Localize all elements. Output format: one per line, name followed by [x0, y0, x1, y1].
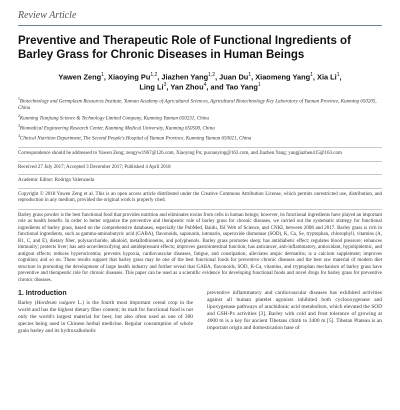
- author-affil-sup: 4: [203, 82, 207, 89]
- publication-dates: Received 27 July 2017; Accepted 3 December 2017; Published 4 April 2018: [18, 164, 171, 170]
- author-affil-sup: 1: [248, 72, 252, 78]
- author-name[interactable]: Yan Zhou: [170, 82, 204, 92]
- author-affil-sup: 1,2: [150, 72, 158, 78]
- body-paragraph: [18, 300, 193, 335]
- divider: [18, 174, 382, 175]
- author-name[interactable]: Yawen Zeng: [58, 72, 102, 82]
- author-name[interactable]: Xiaoying Pu: [108, 72, 151, 82]
- author-name[interactable]: Ling Li: [139, 82, 164, 92]
- affiliation-item: [18, 113, 382, 123]
- abstract: Barley grass powder is the best functional food that provides nutrition and eliminates toxins from cells in human beings; however, its functional ingredients have played an important role as health benefit. In order to better organize the preventive and therapeutic role of barley grass for chronic diseases, we carried out the systematic strategy for functional ingredients of barley grass, based on the comprehensive databases, especially the PubMed, Baidu, ISI Web of Science, and CNKI, between 2008 and 2017. Barley grass is rich in functional ingredients, such as gamma-aminobutyric acid (GABA), flavonoids, saponarin, lutonarin, superoxide dismutase (SOD), K, Ca, Se, tryptophan, chlorophyll, vitamins (A, B1, C, and E), dietary fiber, polysaccharide, alkaloid, metallothioneins, and polyphenols. Barley grass promotes sleep; has antidiabetic effect; regulates blood pressure; enhances immunity; protects liver; has anti-acne/detoxifying and antidepressant effects; improves gastrointestinal function; has anticancer, anti-inflammatory, antioxidant, hypolipidemic, and antigout effects; reduces hyperuricemia; prevents hypoxia, cardiovascular diseases, fatigue, and constipation; alleviates atopic dermatitis; is a calcium supplement; improves cognition; and so on. These results support that barley grass may be one of the best functional foods for preventive chronic diseases and the best raw material of modern diet structure in promoting the development of large health industry and further reveal that GABA, flavonoids, SOD, K-Ca, vitamins, and tryptophan mechanism of barley grass have preventive and therapeutic role for chronic diseases. This paper can be used as a scientific evidence for developing functional foods and novel drugs for barley grass for preventive chronic diseases.: [18, 212, 382, 283]
- copyright-notice: Copyright © 2018 Yawen Zeng et al. This is an open access article distributed under the Creative Commons Attribution License, which permits unrestricted use, distribution, and reproduction in any medium, provided the original work is properly cited.: [18, 191, 382, 204]
- author-separator: ,: [312, 72, 318, 82]
- author-affil-sup: 3: [163, 82, 167, 89]
- author-separator: ,: [103, 72, 109, 82]
- affiliation-item: [18, 96, 382, 113]
- author-name[interactable]: Xia Li: [317, 72, 337, 82]
- article-page: [0, 10, 400, 410]
- author-affil-sup: 1: [101, 72, 104, 78]
- species-name: Hordeum vulgare: [36, 300, 76, 307]
- divider: [18, 147, 382, 148]
- body-column-left: [18, 290, 193, 335]
- divider: [18, 188, 382, 189]
- article-title: Preventive and Therapeutic Role of Functional Ingredients of Barley Grass for Chronic Diseases in Human Beings: [18, 35, 351, 61]
- body-column-right: [207, 290, 382, 335]
- affiliation-item: [18, 133, 382, 143]
- author-separator: , and: [206, 82, 226, 92]
- affiliation-sup: 1: [18, 96, 20, 101]
- body-columns: [18, 290, 382, 335]
- divider: [18, 161, 382, 162]
- divider: [18, 209, 382, 210]
- author-affil-sup: 1: [336, 72, 340, 78]
- affiliation-sup: 4: [18, 133, 20, 138]
- affiliation-sup: 3: [18, 123, 20, 128]
- section-heading: 1. Introduction: [18, 290, 67, 298]
- author-affil-sup: 1: [310, 72, 313, 78]
- body-paragraph: preventive inflammatory and cardiovascular diseases has exhibited activities against all human platelet agonists inhibited both cyclooxygenase and lipoxygenase pathways of arachidonic acid metabolism, which elevated the SOD and GSH-Px activities [3]. Barley with cold and frost tolerance of growing at 4000 m is a key for ancient Tibetans climb to 3400 m [5]. Tibetan Plateau is an important origin and domestication base of: [207, 290, 382, 332]
- author-name[interactable]: Jiazhen Yang: [161, 72, 209, 82]
- affiliation-sup: 2: [18, 113, 20, 118]
- affiliations: [18, 96, 382, 143]
- author-separator: ,: [251, 72, 256, 82]
- author-name[interactable]: Tao Yang: [225, 82, 258, 92]
- author-separator: ,: [339, 72, 342, 82]
- affiliation-text: Biotechnology and Germplasm Resources Institute, Yunnan Academy of Agricultural Sciences, Agricultural Biotechnology Key Laboratory of Yunnan Province, Kunming 650205, China: [18, 99, 377, 112]
- body-text-segment: Barley (: [18, 300, 37, 307]
- author-affil-sup: 1: [257, 82, 261, 89]
- affiliation-text: Clinical Nutrition Department, The Second People's Hospital of Yunnan Province, Kunming Yunnan 650021, China: [19, 136, 252, 142]
- body-text-segment: L.) is the fourth most important cereal crop in the world and has the highest dietary fiber content; its malt for functional food is not only the world's largest material for beer, but also often used as one of 300 species being used in Chinese herbal medicine. Regular consumption of whole grain barley and its hydroxalkoholic: [18, 300, 194, 335]
- affiliation-item: [18, 123, 382, 133]
- author-separator: ,: [215, 72, 220, 82]
- correspondence[interactable]: Correspondence should be addressed to Yawen Zeng; zengyw1967@126.com, Xiaoying Pu; puxiaoying@163.com, and Jiazhen Yang; yangjiazhen415@163.com: [18, 151, 342, 157]
- article-type-label: Review Article: [18, 10, 382, 26]
- author-name[interactable]: Xiaomeng Yang: [255, 72, 311, 82]
- author-separator: ,: [166, 82, 171, 92]
- author-affil-sup: 1,2: [208, 72, 216, 78]
- affiliation-text: Biomedical Engineering Research Center, Kunming Medical University, Kunming 650500, China: [19, 126, 215, 132]
- author-name[interactable]: Juan Du: [219, 72, 249, 82]
- author-separator: ,: [157, 72, 162, 82]
- academic-editor: Academic Editor: Rodrigo Valenzuela: [18, 178, 95, 184]
- author-list: [18, 71, 382, 92]
- affiliation-text: Kunming Tianjiang Science & Technology Limited Company, Kunming Yunnan 650231, China: [19, 116, 209, 122]
